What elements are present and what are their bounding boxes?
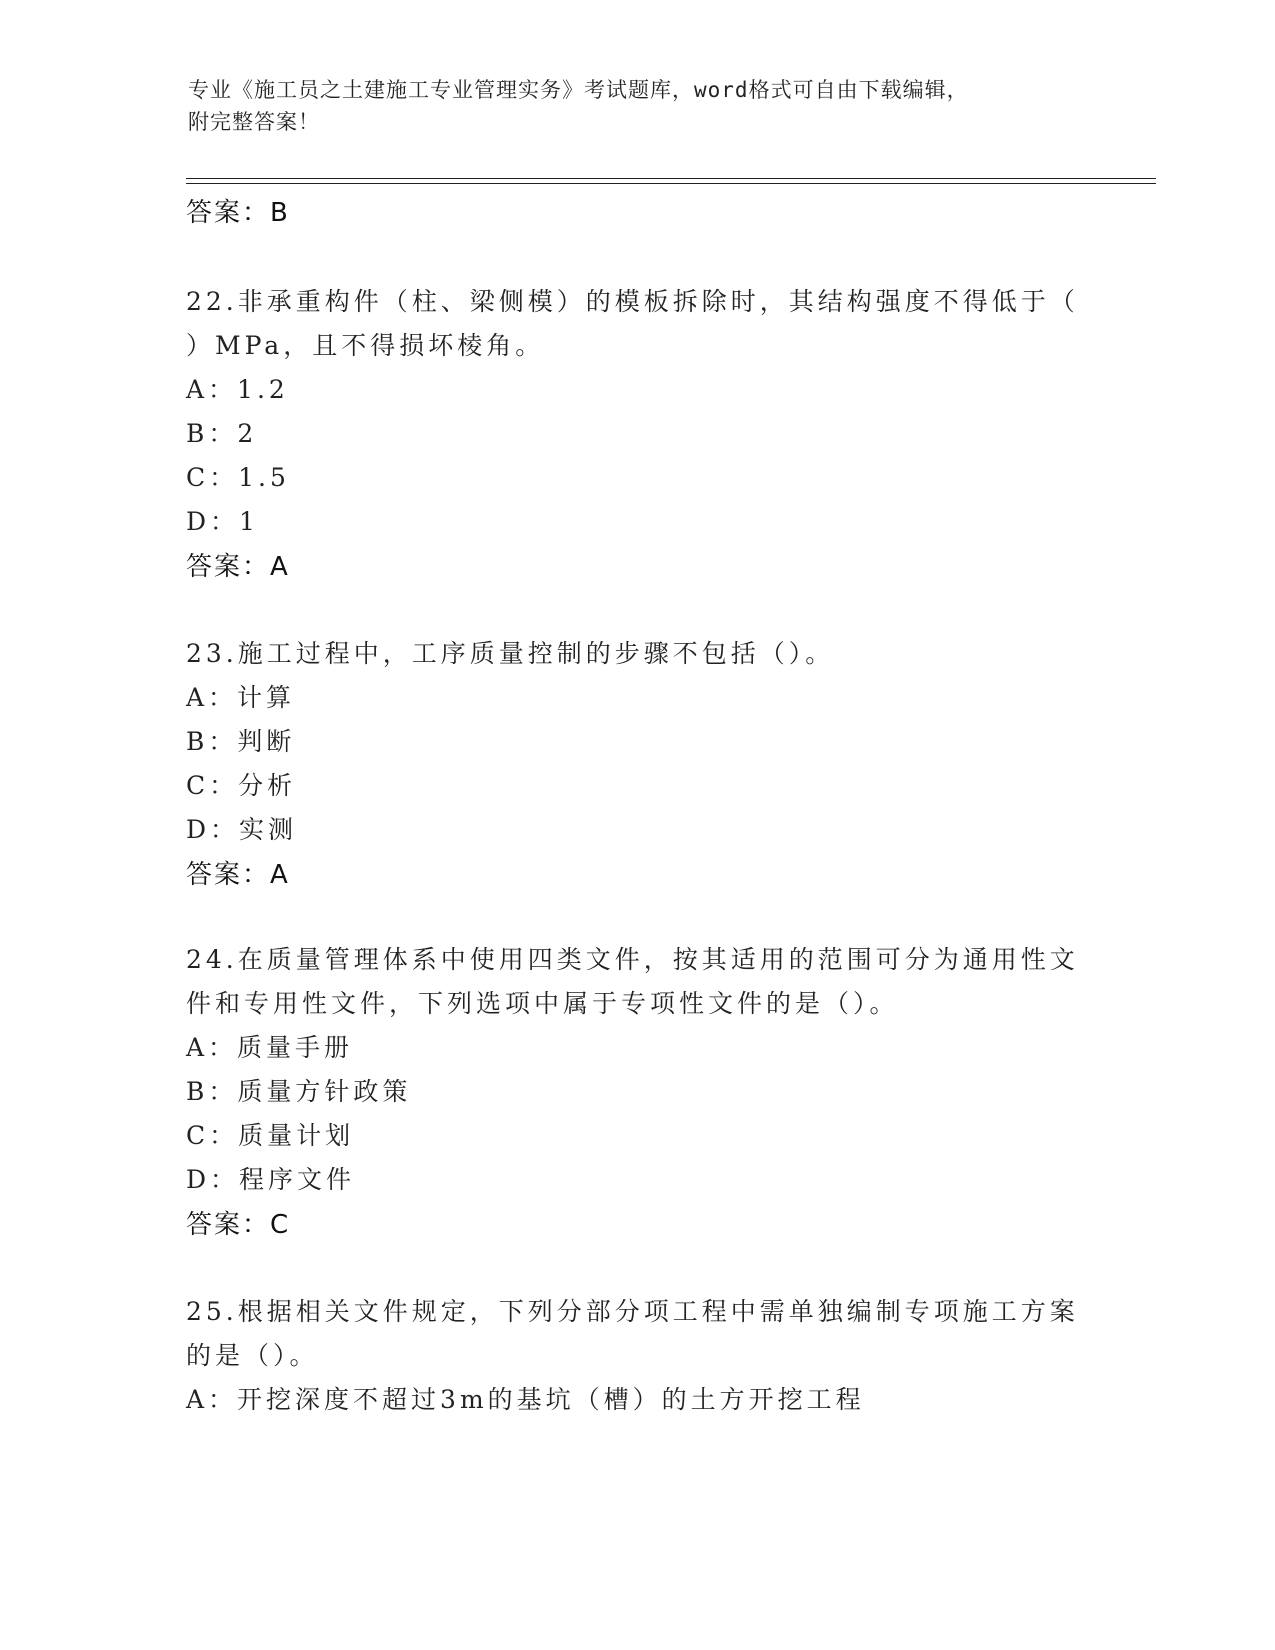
header-divider-bottom — [186, 183, 1156, 184]
question-24-option-a: A：质量手册 — [186, 1033, 354, 1062]
question-24-stem-line-1: 24.在质量管理体系中使用四类文件，按其适用的范围可分为通用性文 — [186, 945, 1079, 974]
question-23-answer: 答案：A — [186, 860, 290, 890]
question-22-option-d: D：1 — [186, 507, 259, 536]
question-23-option-c: C：分析 — [186, 771, 297, 800]
header-line-2: 附完整答案！ — [188, 110, 320, 134]
answer-previous: 答案：B — [186, 198, 290, 228]
header-divider-top — [186, 178, 1156, 179]
question-23-stem-line-1: 23.施工过程中，工序质量控制的步骤不包括（）。 — [186, 639, 835, 668]
question-22-answer: 答案：A — [186, 552, 290, 582]
document-header — [188, 74, 1068, 138]
question-25-stem-line-1: 25.根据相关文件规定，下列分部分项工程中需单独编制专项施工方案 — [186, 1297, 1079, 1326]
question-25-stem-line-2: 的是（）。 — [186, 1341, 319, 1370]
question-23-option-b: B：判断 — [186, 727, 296, 756]
question-25-option-a: A：开挖深度不超过3m的基坑（槽）的土方开挖工程 — [186, 1385, 865, 1414]
question-22-stem-line-2: ）MPa，且不得损坏棱角。 — [186, 331, 545, 360]
question-24-stem-line-2: 件和专用性文件，下列选项中属于专项性文件的是（）。 — [186, 989, 899, 1018]
question-24-option-b: B：质量方针政策 — [186, 1077, 412, 1106]
question-22-stem-line-1: 22.非承重构件（柱、梁侧模）的模板拆除时，其结构强度不得低于（ — [186, 287, 1079, 316]
header-line-1: 专业《施工员之土建施工专业管理实务》考试题库，word格式可自由下载编辑， — [188, 78, 969, 102]
question-22-option-b: B：2 — [186, 419, 258, 448]
question-23-option-d: D：实测 — [186, 815, 298, 844]
question-24-option-d: D：程序文件 — [186, 1165, 356, 1194]
question-24-answer: 答案：C — [186, 1210, 291, 1240]
question-22-option-a: A：1.2 — [186, 375, 289, 404]
question-24-option-c: C：质量计划 — [186, 1121, 355, 1150]
question-22-option-c: C：1.5 — [186, 463, 290, 492]
question-23-option-a: A：计算 — [186, 683, 296, 712]
